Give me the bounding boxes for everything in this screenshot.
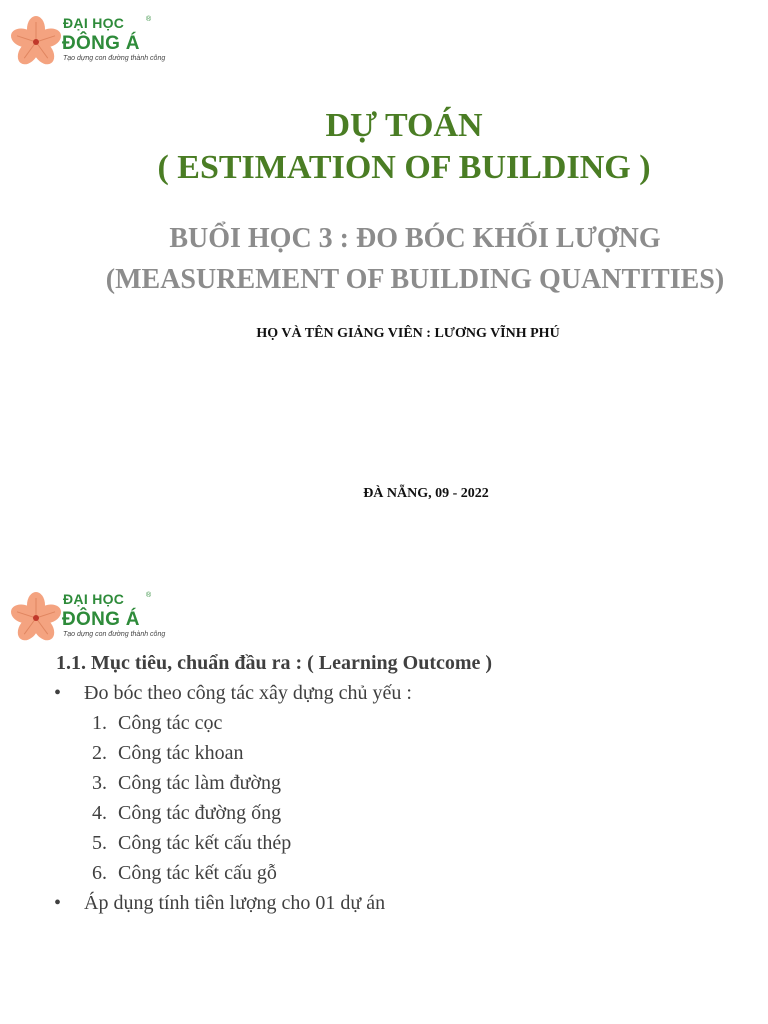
numbered-item bbox=[92, 802, 281, 825]
learning-outcome-slide bbox=[0, 576, 768, 1024]
flower-logo-icon bbox=[8, 14, 64, 70]
course-title: DỰ TOÁN bbox=[325, 107, 483, 144]
lecturer-name: HỌ VÀ TÊN GIẢNG VIÊN : LƯƠNG VĨNH PHÚ bbox=[256, 326, 560, 341]
bullet-text: Áp dụng tính tiên lượng cho 01 dự án bbox=[84, 892, 386, 914]
item-text: Công tác đường ống bbox=[118, 802, 282, 824]
numbered-item bbox=[92, 832, 291, 855]
bullet-icon: • bbox=[54, 892, 62, 914]
item-text: Công tác kết cấu gỗ bbox=[118, 862, 277, 884]
lesson-title-english: (MEASUREMENT OF BUILDING QUANTITIES) bbox=[105, 264, 725, 295]
bullet-text: Đo bóc theo công tác xây dựng chủ yếu : bbox=[84, 682, 412, 704]
item-text: Công tác cọc bbox=[118, 712, 223, 734]
item-number: 1. bbox=[92, 712, 107, 734]
numbered-item bbox=[92, 712, 222, 735]
logo-registered-mark: ® bbox=[146, 16, 152, 23]
item-number: 4. bbox=[92, 802, 107, 824]
university-logo bbox=[6, 590, 166, 646]
numbered-item bbox=[92, 862, 277, 885]
item-number: 6. bbox=[92, 862, 107, 884]
item-text: Công tác khoan bbox=[118, 742, 244, 764]
university-logo bbox=[6, 14, 166, 70]
place-date: ĐÀ NẴNG, 09 - 2022 bbox=[363, 486, 489, 501]
item-number: 3. bbox=[92, 772, 107, 794]
logo-text-line1: ĐẠI HỌC bbox=[63, 15, 125, 31]
section-heading: 1.1. Mục tiêu, chuẩn đầu ra : ( Learning Outcome ) bbox=[56, 652, 493, 674]
logo-tagline: Tạo dựng con đường thành công bbox=[63, 631, 166, 638]
logo-text-line1: ĐẠI HỌC bbox=[63, 591, 125, 607]
course-title-english: ( ESTIMATION OF BUILDING ) bbox=[157, 149, 651, 186]
item-text: Công tác làm đường bbox=[118, 772, 282, 794]
item-number: 2. bbox=[92, 742, 107, 764]
flower-logo-icon bbox=[8, 590, 64, 646]
bullet-icon: • bbox=[54, 682, 62, 704]
logo-text-line2: ĐÔNG Á bbox=[62, 609, 140, 630]
item-number: 5. bbox=[92, 832, 107, 854]
logo-registered-mark: ® bbox=[146, 592, 152, 599]
logo-tagline: Tạo dựng con đường thành công bbox=[63, 55, 166, 62]
logo-text-line2: ĐÔNG Á bbox=[62, 33, 140, 54]
lesson-title: BUỔI HỌC 3 : ĐO BÓC KHỐI LƯỢNG bbox=[169, 223, 661, 254]
numbered-item bbox=[92, 772, 281, 795]
numbered-item bbox=[92, 742, 244, 765]
item-text: Công tác kết cấu thép bbox=[118, 832, 292, 854]
